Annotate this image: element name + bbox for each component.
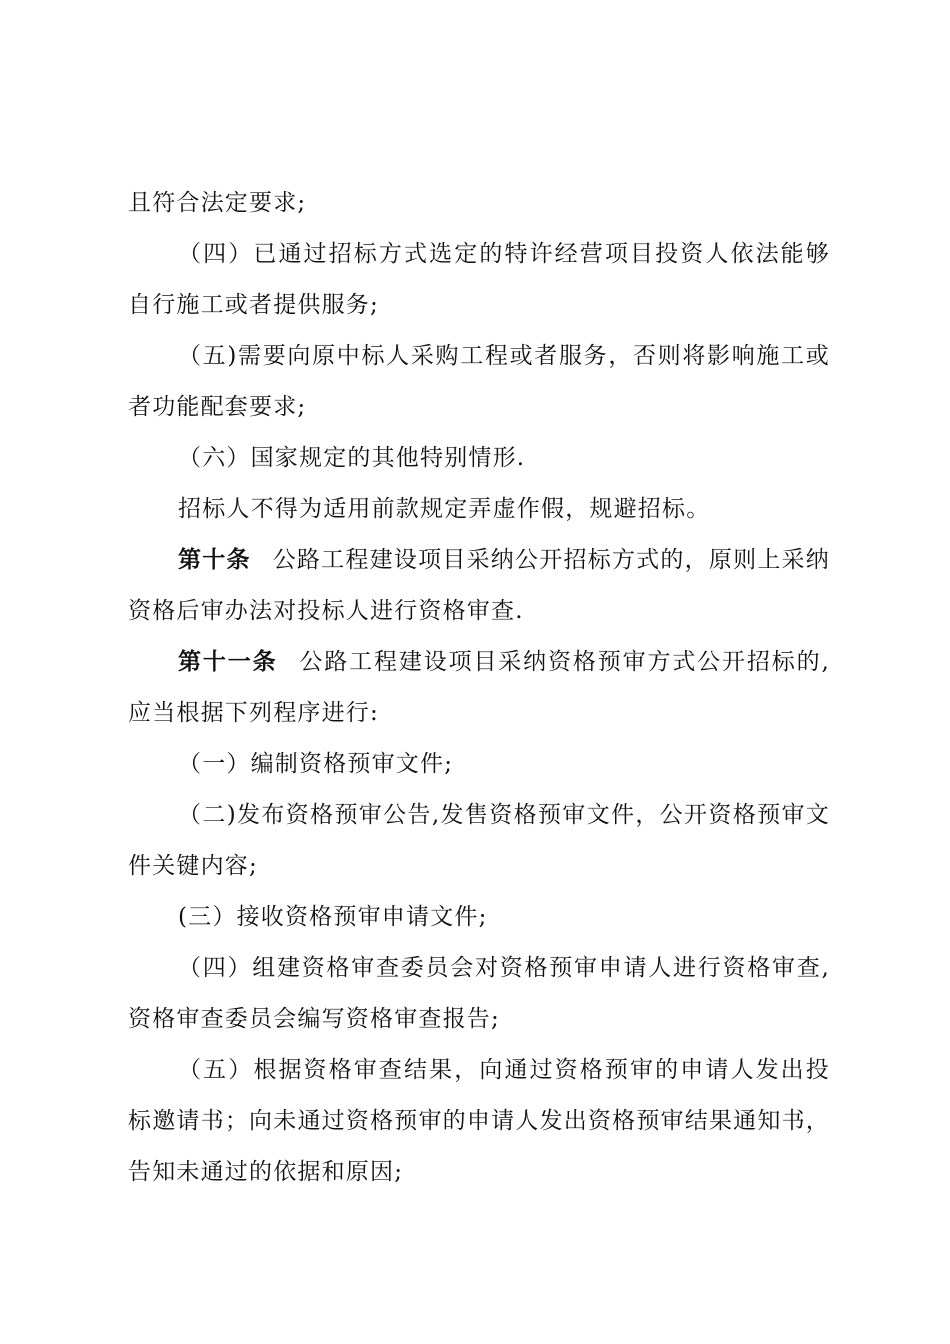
paragraph-text: （五)需要向原中标人采购工程或者服务，否则将影响施工或者功能配套要求; [128, 343, 830, 420]
paragraph-text: （一）编制资格预审文件; [178, 751, 454, 777]
paragraph-12 [128, 1045, 830, 1198]
paragraph-8 [128, 739, 830, 790]
paragraph-text: 公路工程建设项目采纳公开招标方式的，原则上采纳资格后审办法对投标人进行资格审查. [128, 547, 830, 624]
paragraph-text: （四）组建资格审查委员会对资格预审申请人进行资格审查,资格审查委员会编写资格审查报告; [128, 955, 830, 1032]
paragraph-text: （六）国家规定的其他特别情形. [178, 445, 526, 471]
article-11 [128, 637, 830, 739]
paragraph-9 [128, 790, 830, 892]
paragraph-3 [128, 331, 830, 433]
paragraph-4 [128, 433, 830, 484]
article-heading: 第十条 [178, 547, 251, 573]
article-heading: 第十一条 [178, 649, 278, 675]
article-10 [128, 535, 830, 637]
paragraph-1 [128, 178, 830, 229]
paragraph-5 [128, 484, 830, 535]
paragraph-text: (三）接收资格预审申请文件; [178, 904, 488, 930]
paragraph-text: （五）根据资格审查结果，向通过资格预审的申请人发出投标邀请书；向未通过资格预审的申请人发出资格预审结果通知书，告知未通过的依据和原因; [128, 1057, 830, 1185]
paragraph-11 [128, 943, 830, 1045]
document-page [128, 178, 830, 1198]
paragraph-2 [128, 229, 830, 331]
paragraph-text: 且符合法定要求; [128, 190, 307, 216]
paragraph-text: （四）已通过招标方式选定的特许经营项目投资人依法能够自行施工或者提供服务; [128, 241, 830, 318]
paragraph-text: （二)发布资格预审公告,发售资格预审文件，公开资格预审文件关键内容; [128, 802, 830, 879]
paragraph-text: 公路工程建设项目采纳资格预审方式公开招标的,应当根据下列程序进行: [128, 649, 830, 726]
paragraph-text: 招标人不得为适用前款规定弄虚作假，规避招标。 [178, 496, 711, 522]
paragraph-10 [128, 892, 830, 943]
